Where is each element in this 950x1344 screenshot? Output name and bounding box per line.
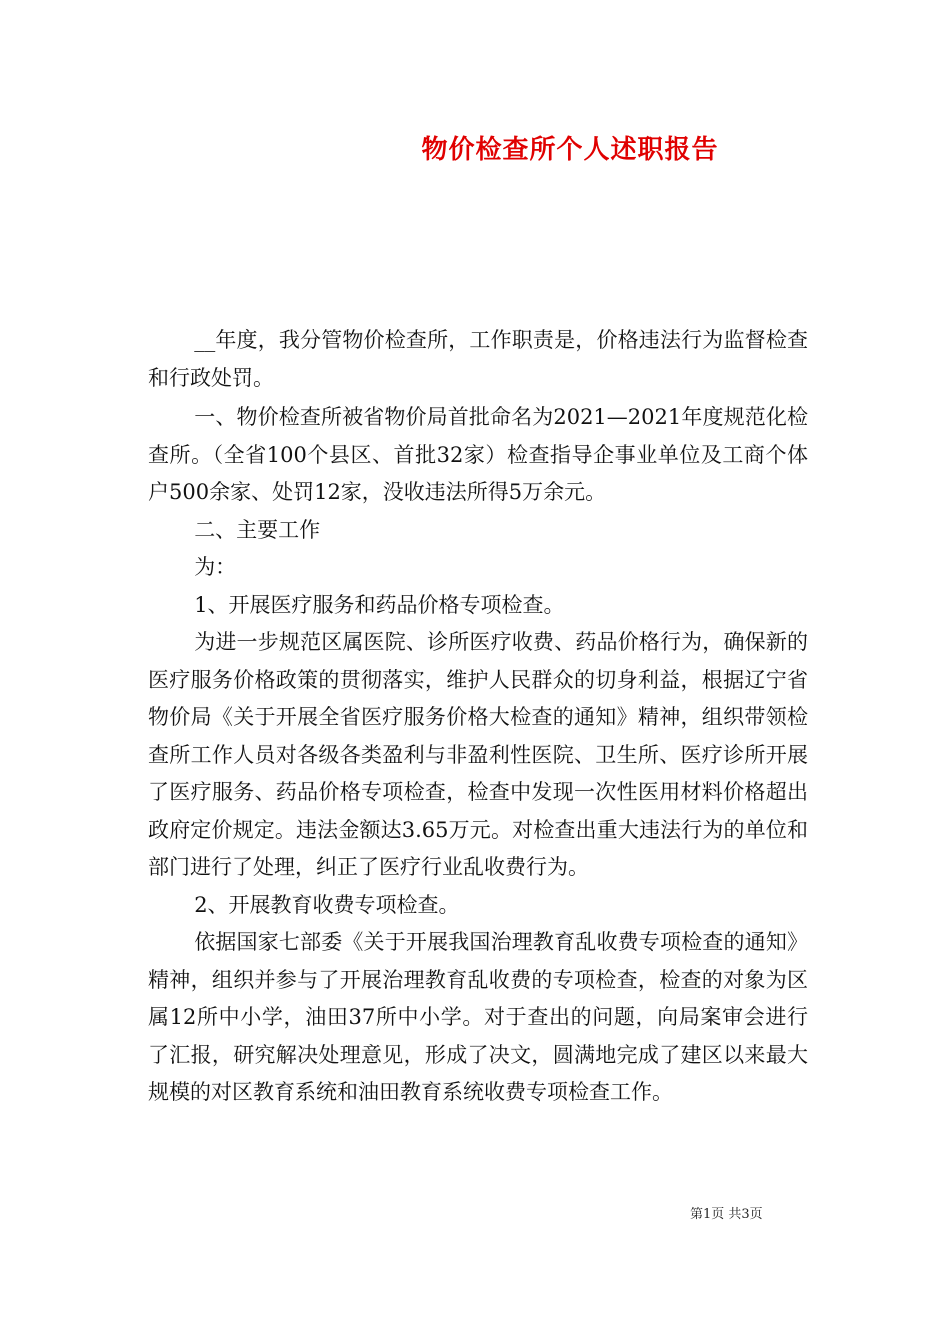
- paragraph-medical-check: 为进一步规范区属医院、诊所医疗收费、药品价格行为，确保新的医疗服务价格政策的贯彻落实，维护人民群众的切身利益，根据辽宁省物价局《关于开展全省医疗服务价格大检查的通知》精神，组织带领检查所工作人员对各级各类盈利与非盈利性医院、卫生所、医疗诊所开展了医疗服务、药品价格专项检查，检查中发现一次性医用材料价格超出政府定价规定。违法金额达3.65万元。对检查出重大违法行为的单位和部门进行了处理，纠正了医疗行业乱收费行为。: [148, 630, 808, 879]
- page-footer: 第1页 共3页: [690, 1207, 763, 1222]
- heading-item-2: 2、开展教育收费专项检查。: [194, 892, 460, 917]
- document-title: 物价检查所个人述职报告: [421, 135, 719, 165]
- paragraph-section-1: 一、物价检查所被省物价局首批命名为2021—2021年度规范化检查所。（全省100个县区、首批32家）检查指导企事业单位及工商个体户500余家、处罚12家，没收违法所得5万余元。: [148, 405, 808, 504]
- paragraph-education-check: 依据国家七部委《关于开展我国治理教育乱收费专项检查的通知》精神，组织并参与了开展治理教育乱收费的专项检查，检查的对象为区属12所中小学，油田37所中小学。对于查出的问题，向局案审会进行了汇报，研究解决处理意见，形成了决文，圆满地完成了建区以来最大规模的对区教育系统和油田教育系统收费专项检查工作。: [148, 930, 808, 1104]
- paragraph-intro: __年度，我分管物价检查所，工作职责是，价格违法行为监督检查和行政处罚。: [148, 328, 808, 390]
- document-body: [148, 322, 808, 1112]
- heading-item-1: 1、开展医疗服务和药品价格专项检查。: [194, 592, 565, 617]
- paragraph-wei: 为：: [194, 555, 237, 579]
- heading-main-work: 二、主要工作: [194, 517, 321, 542]
